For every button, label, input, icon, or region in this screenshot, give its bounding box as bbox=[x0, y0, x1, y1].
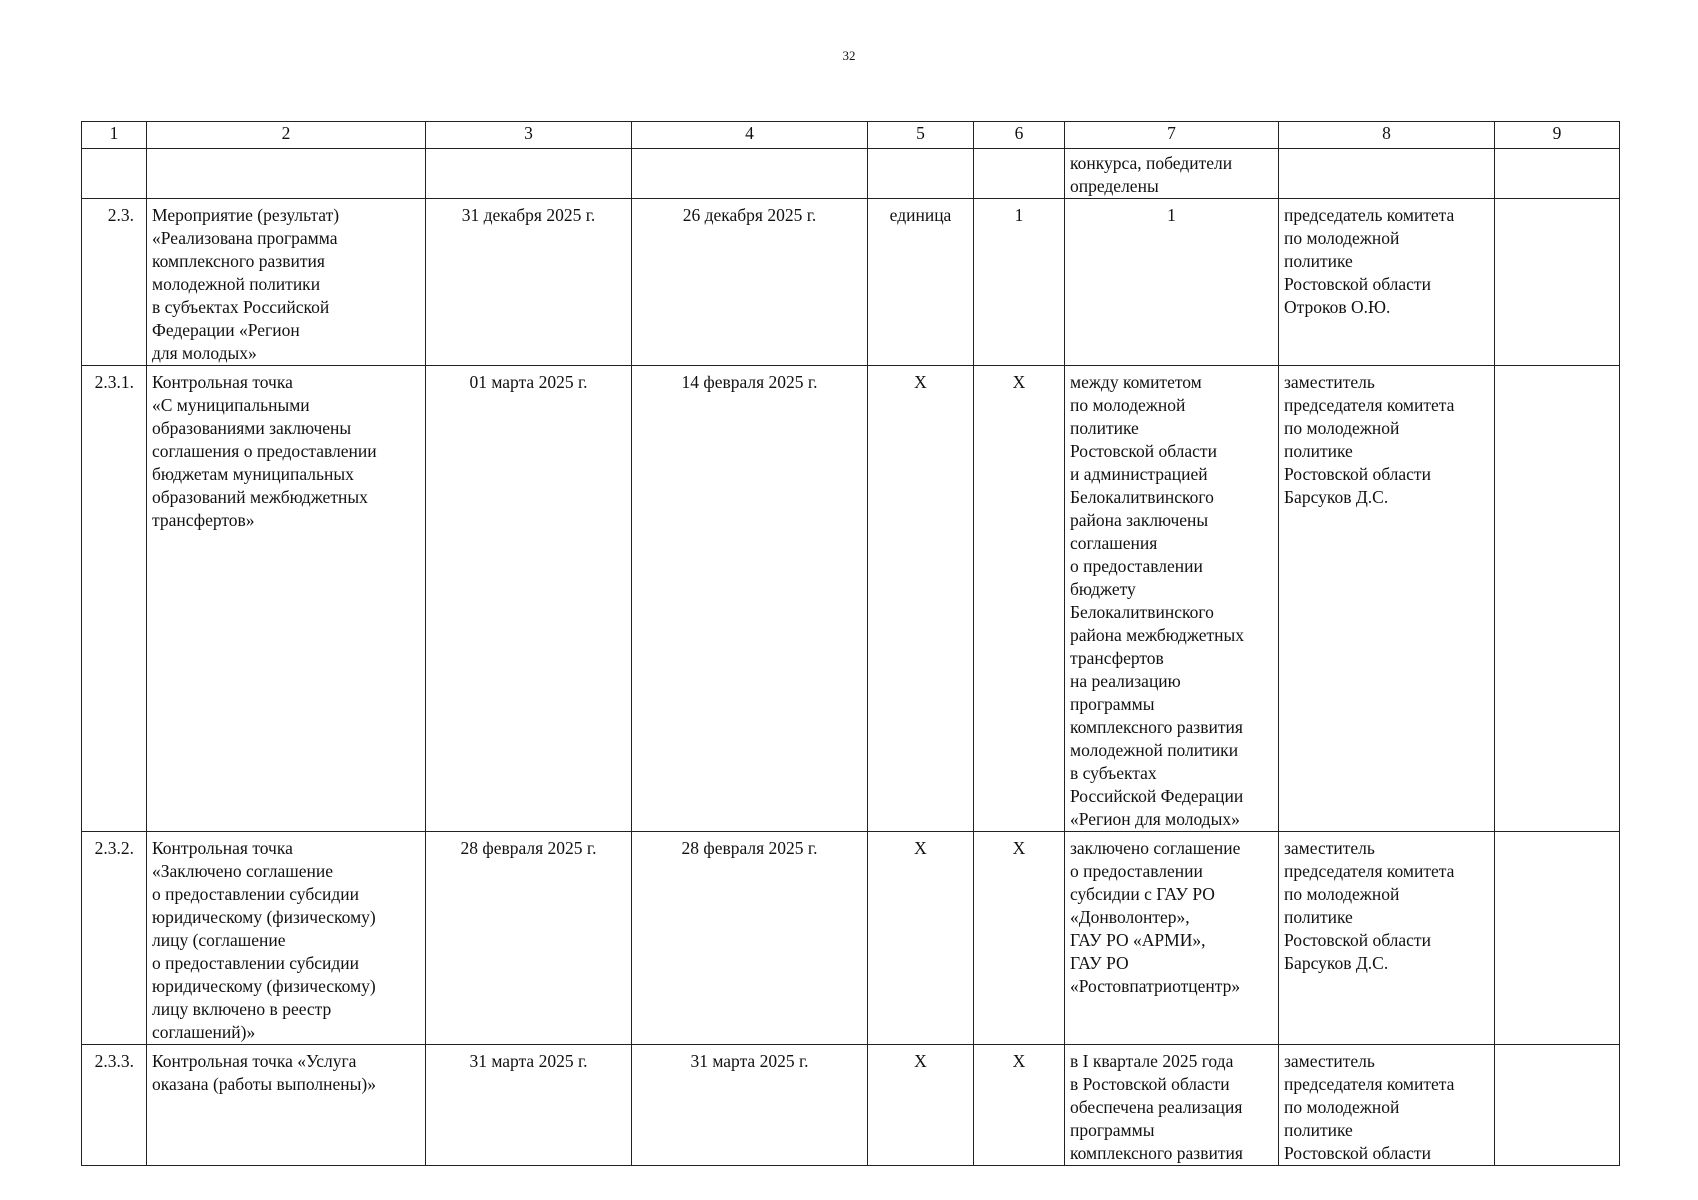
note bbox=[1495, 832, 1620, 1045]
table-row bbox=[82, 832, 1620, 1045]
responsible-person: заместитель председателя комитета по молодежной политике Ростовской области bbox=[1279, 1045, 1495, 1166]
column-header: 9 bbox=[1495, 122, 1620, 149]
unit: X bbox=[868, 366, 974, 832]
actual-date: 14 февраля 2025 г. bbox=[632, 366, 868, 832]
planned-value: X bbox=[974, 832, 1065, 1045]
note bbox=[1495, 1045, 1620, 1166]
planned-value: X bbox=[974, 1045, 1065, 1166]
unit bbox=[868, 149, 974, 199]
table-row bbox=[82, 366, 1620, 832]
planned-date: 31 марта 2025 г. bbox=[426, 1045, 632, 1166]
planned-value: X bbox=[974, 366, 1065, 832]
activity-name: Мероприятие (результат) «Реализована программа комплексного развития молодежной политики в субъектах Российской Федерации «Регион для молодых» bbox=[147, 199, 426, 366]
activities-table bbox=[81, 121, 1620, 1166]
table-row bbox=[82, 199, 1620, 366]
table-row bbox=[82, 1045, 1620, 1166]
planned-date bbox=[426, 149, 632, 199]
actual-date: 31 марта 2025 г. bbox=[632, 1045, 868, 1166]
column-header: 6 bbox=[974, 122, 1065, 149]
actual-date bbox=[632, 149, 868, 199]
actual-date: 26 декабря 2025 г. bbox=[632, 199, 868, 366]
actual-result: между комитетом по молодежной политике Ростовской области и администрацией Белокалитвинского района заключены соглашения о предоставлении бюджету Белокалитвинского района межбюджетных трансфертов на реализацию программы комплексного развития молодежной политики в субъектах Российской Федерации «Регион для молодых» bbox=[1065, 366, 1279, 832]
table-row bbox=[82, 149, 1620, 199]
column-header: 8 bbox=[1279, 122, 1495, 149]
row-number bbox=[82, 149, 147, 199]
actual-result: заключено соглашение о предоставлении субсидии с ГАУ РО «Донволонтер», ГАУ РО «АРМИ», ГАУ РО «Ростовпатриотцентр» bbox=[1065, 832, 1279, 1045]
actual-result: 1 bbox=[1065, 199, 1279, 366]
planned-date: 31 декабря 2025 г. bbox=[426, 199, 632, 366]
row-number: 2.3. bbox=[82, 199, 147, 366]
column-header: 2 bbox=[147, 122, 426, 149]
responsible-person: заместитель председателя комитета по молодежной политике Ростовской области Барсуков Д.С. bbox=[1279, 366, 1495, 832]
unit: единица bbox=[868, 199, 974, 366]
note bbox=[1495, 149, 1620, 199]
row-number: 2.3.2. bbox=[82, 832, 147, 1045]
activity-name: Контрольная точка «С муниципальными образованиями заключены соглашения о предоставлении бюджетам муниципальных образований межбюджетных трансфертов» bbox=[147, 366, 426, 832]
planned-date: 01 марта 2025 г. bbox=[426, 366, 632, 832]
planned-value bbox=[974, 149, 1065, 199]
column-header: 1 bbox=[82, 122, 147, 149]
actual-result: в I квартале 2025 года в Ростовской области обеспечена реализация программы комплексного развития bbox=[1065, 1045, 1279, 1166]
planned-date: 28 февраля 2025 г. bbox=[426, 832, 632, 1045]
unit: X bbox=[868, 1045, 974, 1166]
unit: X bbox=[868, 832, 974, 1045]
actual-result: конкурса, победители определены bbox=[1065, 149, 1279, 199]
column-header: 4 bbox=[632, 122, 868, 149]
actual-date: 28 февраля 2025 г. bbox=[632, 832, 868, 1045]
activity-name bbox=[147, 149, 426, 199]
column-header: 5 bbox=[868, 122, 974, 149]
responsible-person: заместитель председателя комитета по молодежной политике Ростовской области Барсуков Д.С. bbox=[1279, 832, 1495, 1045]
activity-name: Контрольная точка «Услуга оказана (работы выполнены)» bbox=[147, 1045, 426, 1166]
column-header: 3 bbox=[426, 122, 632, 149]
row-number: 2.3.1. bbox=[82, 366, 147, 832]
row-number: 2.3.3. bbox=[82, 1045, 147, 1166]
planned-value: 1 bbox=[974, 199, 1065, 366]
responsible-person bbox=[1279, 149, 1495, 199]
note bbox=[1495, 366, 1620, 832]
activity-name: Контрольная точка «Заключено соглашение о предоставлении субсидии юридическому (физическому) лицу (соглашение о предоставлении субсидии юридическому (физическому) лицу включено в реестр соглашений)» bbox=[147, 832, 426, 1045]
column-header: 7 bbox=[1065, 122, 1279, 149]
note bbox=[1495, 199, 1620, 366]
responsible-person: председатель комитета по молодежной политике Ростовской области Отроков О.Ю. bbox=[1279, 199, 1495, 366]
page-number: 32 bbox=[842, 48, 856, 63]
header-row bbox=[82, 122, 1620, 149]
